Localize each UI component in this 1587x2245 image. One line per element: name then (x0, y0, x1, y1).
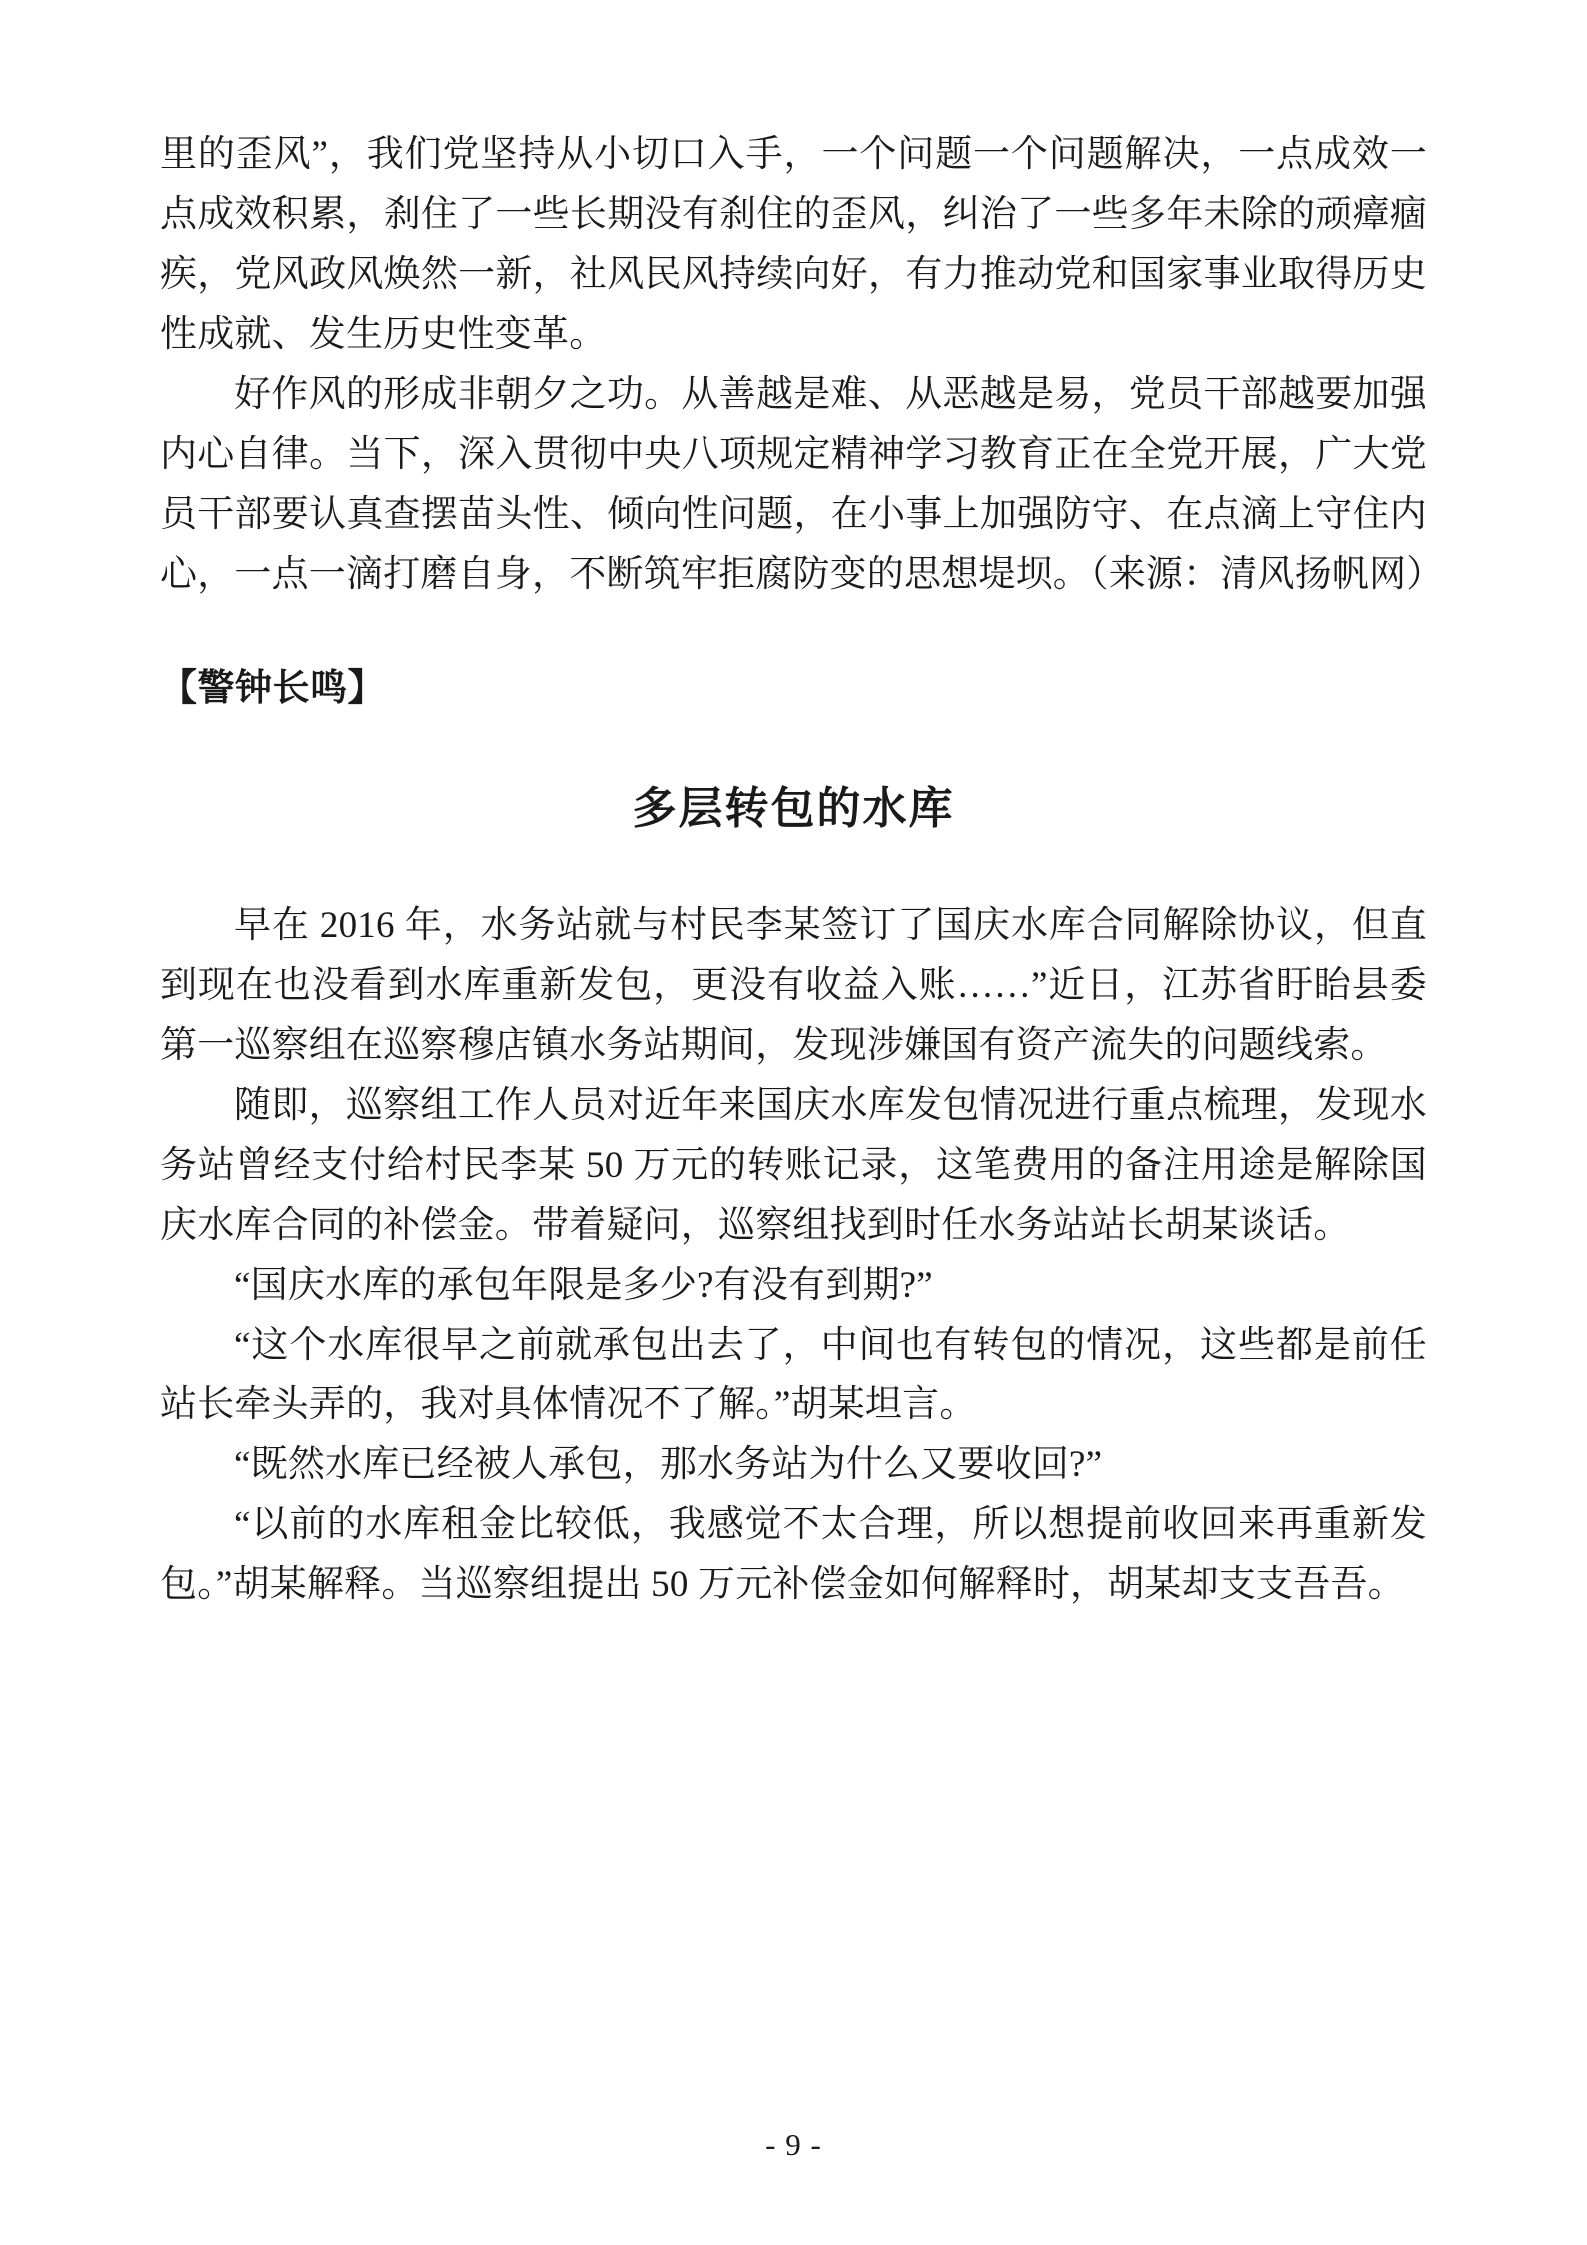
paragraph-continued: 里的歪风”，我们党坚持从小切口入手，一个问题一个问题解决，一点成效一点成效积累，刹住了一些长期没有刹住的歪风，纠治了一些多年未除的顽瘴痼疾，党风政风焕然一新，社风民风持续向好，有力推动党和国家事业取得历史性成就、发生历史性变革。 (160, 134, 1427, 355)
paragraph-3-quote: “国庆水库的承包年限是多少?有没有到期?” (234, 1264, 933, 1306)
paragraph-4-quote: “这个水库很早之前就承包出去了，中间也有转包的情况，这些都是前任站长牵头弄的，我对具体情况不了解。”胡某坦言。 (160, 1324, 1427, 1426)
paragraph-5-quote: “既然水库已经被人承包，那水务站为什么又要收回?” (234, 1444, 1103, 1486)
page-body (160, 125, 1444, 1615)
section-tag-heading: 【警钟长鸣】 (160, 667, 385, 709)
title-spacer (160, 844, 1427, 896)
page-number: - 9 - (765, 2127, 822, 2162)
paragraph-6-quote: “以前的水库租金比较低，我感觉不太合理，所以想提前收回来再重新发包。”胡某解释。当巡察组提出 50 万元补偿金如何解释时，胡某却支支吾吾。 (160, 1504, 1427, 1606)
paragraph-1: 早在 2016 年，水务站就与村民李某签订了国庆水库合同解除协议，但直到现在也没看到水库重新发包，更没有收益入账……”近日，江苏省盱眙县委第一巡察组在巡察穆店镇水务站期间，发现涉嫌国有资产流失的问题线索。 (160, 904, 1427, 1066)
paragraph-good-style: 好作风的形成非朝夕之功。从善越是难、从恶越是易，党员干部越要加强内心自律。当下，深入贯彻中央八项规定精神学习教育正在全党开展，广大党员干部要认真查摆苗头性、倾向性问题，在小事上加强防守、在点滴上守住内心，一点一滴打磨自身，不断筑牢拒腐防变的思想堤坝。（来源：清风扬帆网） (160, 373, 1444, 595)
article-title: 多层转包的水库 (632, 783, 955, 833)
paragraph-2: 随即，巡察组工作人员对近年来国庆水库发包情况进行重点梳理，发现水务站曾经支付给村民李某 50 万元的转账记录，这笔费用的备注用途是解除国庆水库合同的补偿金。带着疑问，巡察组找到时任水务站站长胡某谈话。 (160, 1084, 1427, 1246)
